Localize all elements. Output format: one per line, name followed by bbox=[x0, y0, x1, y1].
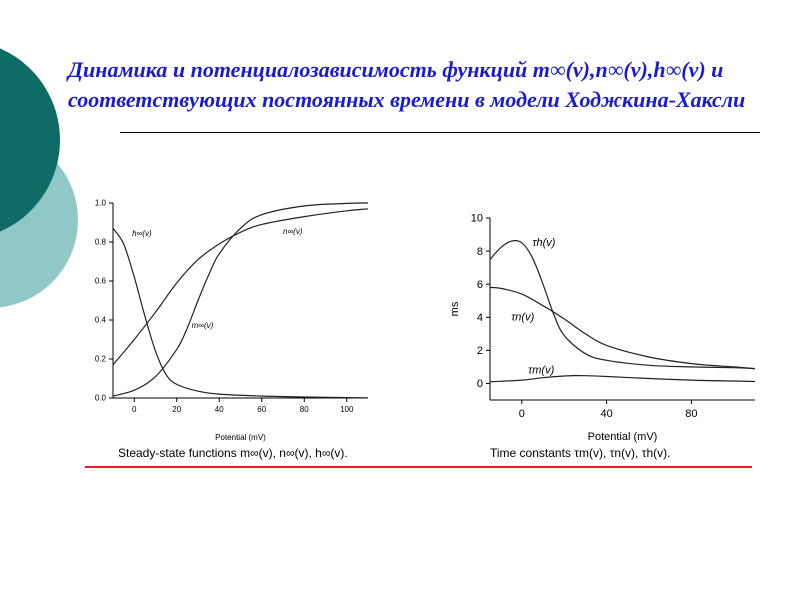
x-tick-label: 60 bbox=[257, 405, 267, 414]
x-axis-label: Potential (mV) bbox=[587, 431, 658, 443]
y-tick-label: 1.0 bbox=[94, 198, 106, 208]
x-tick-label: 40 bbox=[214, 405, 224, 414]
x-tick-label: 40 bbox=[600, 408, 613, 420]
x-tick-label: 0 bbox=[132, 405, 137, 414]
y-tick-label: 6 bbox=[476, 278, 483, 291]
x-axis-label: Potential (mV) bbox=[215, 433, 266, 442]
series-line bbox=[490, 288, 755, 369]
y-tick-label: 0.2 bbox=[94, 354, 106, 364]
y-tick-label: 8 bbox=[476, 245, 483, 258]
y-tick-label: 2 bbox=[476, 345, 483, 358]
y-tick-label: 0.6 bbox=[94, 276, 106, 286]
y-tick-label: 0.0 bbox=[94, 393, 106, 403]
y-tick-label: 0.8 bbox=[94, 237, 106, 247]
series-label: τh(v) bbox=[532, 237, 556, 250]
y-tick-label: 0.4 bbox=[94, 315, 106, 325]
y-tick-label: 10 bbox=[470, 212, 483, 225]
x-tick-label: 0 bbox=[518, 408, 525, 420]
bottom-red-rule bbox=[85, 466, 752, 468]
steady-state-caption: Steady-state functions m∞(v), n∞(v), h∞(v). bbox=[118, 446, 348, 460]
slide-title-line2: соответствующих постоянных времени в модели Ходжкина-Хаксли bbox=[68, 87, 746, 112]
series-label: τm(v) bbox=[528, 364, 555, 377]
y-tick-label: 4 bbox=[476, 311, 483, 324]
slide-title-line1: Динамика и потенциалозависимость функций m∞(v),n∞(v),h∞(v) и bbox=[68, 57, 724, 82]
series-line bbox=[490, 241, 755, 369]
x-tick-label: 80 bbox=[299, 405, 309, 414]
x-tick-label: 100 bbox=[340, 405, 354, 414]
series-label: τn(v) bbox=[511, 311, 535, 324]
x-tick-label: 80 bbox=[685, 408, 698, 420]
series-label: n∞(v) bbox=[283, 227, 303, 237]
y-axis-label: ms bbox=[449, 301, 461, 317]
time-constants-caption: Time constants τm(v), τn(v), τh(v). bbox=[490, 446, 671, 460]
y-tick-label: 0 bbox=[476, 378, 483, 391]
series-label: h∞(v) bbox=[132, 229, 152, 239]
x-tick-label: 20 bbox=[172, 405, 182, 414]
series-label: m∞(v) bbox=[191, 320, 214, 330]
